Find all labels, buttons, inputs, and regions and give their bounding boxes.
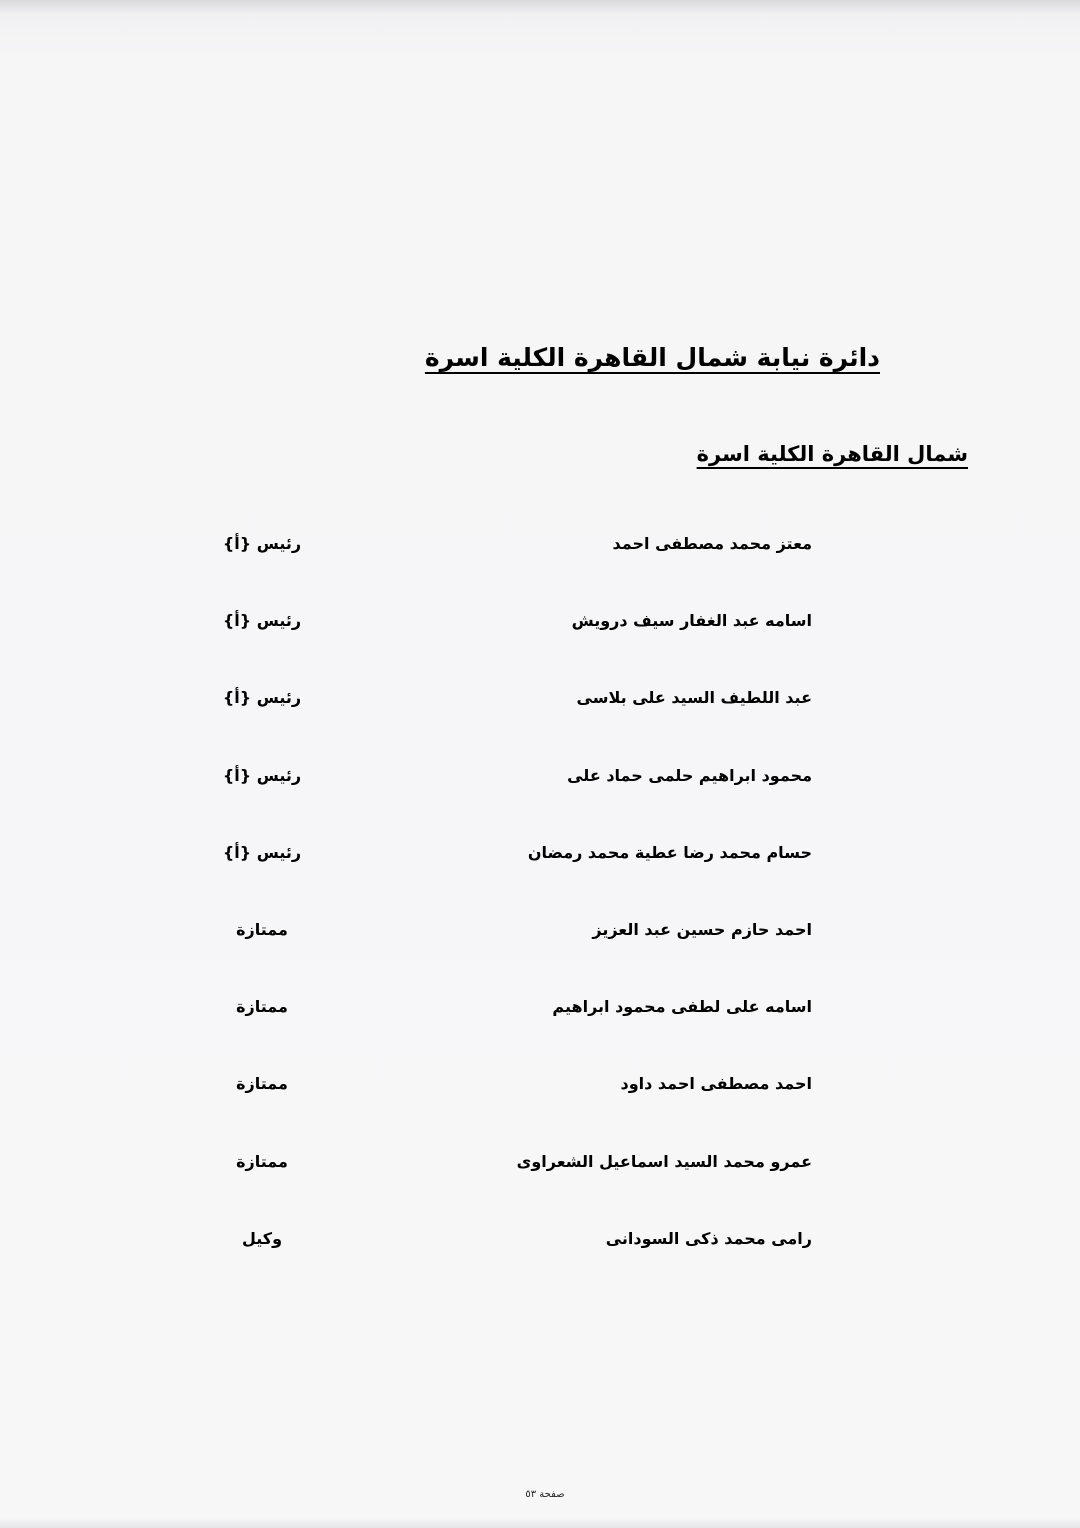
- member-name: حسام محمد رضا عطية محمد رمضان: [527, 842, 812, 862]
- member-rank: ممتازة: [236, 997, 288, 1017]
- member-rank: رئيس {أ}: [222, 842, 302, 862]
- member-name: عبد اللطيف السيد على بلاسى: [576, 688, 812, 708]
- page-number: صفحة ٥٣: [525, 1489, 565, 1500]
- member-rank: رئيس {أ}: [222, 534, 302, 553]
- page-title: دائرة نيابة شمال القاهرة الكلية اسرة: [424, 343, 880, 372]
- list-item: [0, 916, 1080, 993]
- list-item: [0, 993, 1080, 1070]
- list-item: [0, 684, 1080, 761]
- list-item: [0, 530, 1080, 607]
- member-rank: ممتازة: [236, 919, 288, 939]
- list-item: [0, 1070, 1080, 1147]
- member-name: رامى محمد ذكى السودانى: [605, 1228, 812, 1248]
- member-rank: رئيس {أ}: [222, 765, 302, 785]
- member-rank: رئيس {أ}: [222, 611, 302, 631]
- member-name: احمد حازم حسين عبد العزيز: [592, 919, 812, 939]
- list-item: [0, 607, 1080, 684]
- member-rank: ممتازة: [236, 1151, 288, 1171]
- member-name: عمرو محمد السيد اسماعيل الشعراوى: [516, 1151, 812, 1171]
- section-subtitle: شمال القاهرة الكلية اسرة: [696, 442, 968, 466]
- list-item: [0, 762, 1080, 839]
- member-name: معتز محمد مصطفى احمد: [612, 534, 812, 553]
- member-name: محمود ابراهيم حلمى حماد على: [567, 765, 812, 785]
- scan-edge-bottom: [0, 1518, 1080, 1528]
- list-item: [0, 1148, 1080, 1225]
- list-item: [0, 839, 1080, 916]
- member-name: اسامه عبد الغفار سيف درويش: [571, 611, 812, 631]
- scan-edge-top: [0, 0, 1080, 14]
- member-name: اسامه على لطفى محمود ابراهيم: [552, 997, 812, 1017]
- member-rank: وكيل: [241, 1228, 283, 1248]
- member-name: احمد مصطفى احمد داود: [620, 1074, 812, 1094]
- members-list: [0, 530, 1080, 1302]
- list-item: [0, 1225, 1080, 1302]
- member-rank: رئيس {أ}: [222, 688, 302, 708]
- member-rank: ممتازة: [236, 1074, 288, 1094]
